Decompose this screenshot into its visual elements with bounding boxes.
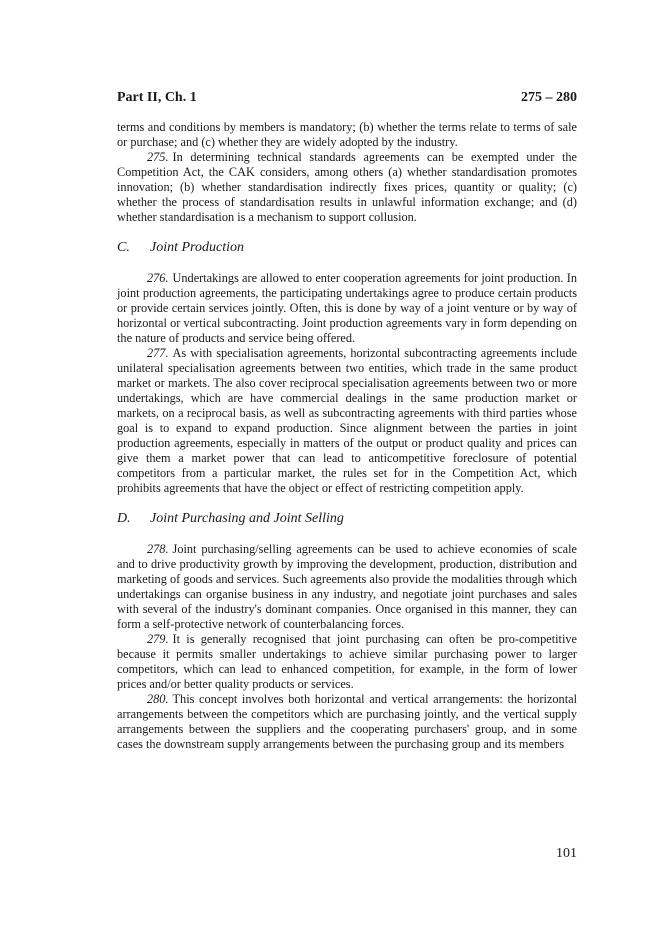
paragraph-275 [117, 150, 577, 225]
body-text [117, 120, 577, 752]
paragraph-277 [117, 346, 577, 496]
paragraph-number: 279. [147, 632, 169, 646]
section-heading-c [117, 239, 577, 257]
header-chapter: Part II, Ch. 1 [117, 90, 197, 105]
paragraph-text: Joint purchasing/selling agreements can be used to achieve economies of scale and to drive productivity growth by improving the development, production, distribution and marketing of goods and services. Such agreements also provide the modalities through which undertakings can organise business in any industry, and negotiate joint purchases and sales with several of the industry's dominant companies. Once organised in this manner, they can form a self-protective network of counterbalancing forces. [117, 542, 577, 631]
section-title: Joint Purchasing and Joint Selling [150, 511, 344, 526]
running-header [117, 90, 577, 106]
paragraph-279 [117, 632, 577, 692]
section-title: Joint Production [150, 240, 244, 255]
paragraph-276 [117, 271, 577, 346]
page-number: 101 [556, 846, 577, 861]
section-letter: C. [117, 240, 130, 255]
paragraph-280 [117, 692, 577, 752]
paragraph-number: 280. [147, 692, 169, 706]
paragraph-number: 278. [147, 542, 169, 556]
paragraph-text: This concept involves both horizontal and vertical arrangements: the horizontal arrangements between the competitors which are purchasing jointly, and the vertical supply arrangements between the suppliers and the cooperating purchasers' group, and in some cases the downstream supply arrangements between the purchasing group and its members [117, 692, 577, 751]
paragraph-278 [117, 542, 577, 632]
header-paragraph-range: 275 – 280 [521, 90, 577, 105]
paragraph-continuation: terms and conditions by members is mandatory; (b) whether the terms relate to terms of sale or purchase; and (c) whether they are widely adopted by the industry. [117, 120, 577, 149]
paragraph-number: 276. [147, 271, 169, 285]
section-heading-d [117, 510, 577, 528]
paragraph-text: Undertakings are allowed to enter cooperation agreements for joint production. In joint production agreements, the participating undertakings agree to produce certain products or provide certain services jointly. Often, this is done by way of a joint venture or by way of horizontal or vertical subcontracting. Joint production agreements vary in form depending on the nature of products and service being offered. [117, 271, 577, 345]
paragraph-text: It is generally recognised that joint purchasing can often be pro-competitive because it permits smaller undertakings to achieve similar purchasing power to larger competitors, which can lead to enhanced competition, for example, in the form of lower prices and/or better quality products or services. [117, 632, 577, 691]
paragraph-text: As with specialisation agreements, horizontal subcontracting agreements include unilateral specialisation agreements between two entities, which trade in the same product market or markets. The also cover reciprocal specialisation agreements between two or more undertakings, which are have commercial dealings in the same production market or markets, on a reciprocal basis, as well as subcontracting agreements with third parties whose goal is to expand to expand production. Since alignment between the parties in joint production agreements, especially in matters of the output or product quality and prices can give them a market power that can lead to anticompetitive foreclosure of potential competitors from a particular market, the rules set for in the Competition Act, which prohibits agreements that have the object or effect of restricting competition apply. [117, 346, 577, 495]
section-letter: D. [117, 511, 131, 526]
paragraph-number: 277. [147, 346, 169, 360]
paragraph-number: 275. [147, 150, 169, 164]
paragraph-text: In determining technical standards agreements can be exempted under the Competition Act, the CAK considers, among others (a) whether standardisation promotes innovation; (b) whether standardisation indirectly fixes prices, quantity or quality; (c) whether the process of standardisation results in unlawful information exchange; and (d) whether standardisation is a mechanism to support collusion. [117, 150, 577, 224]
